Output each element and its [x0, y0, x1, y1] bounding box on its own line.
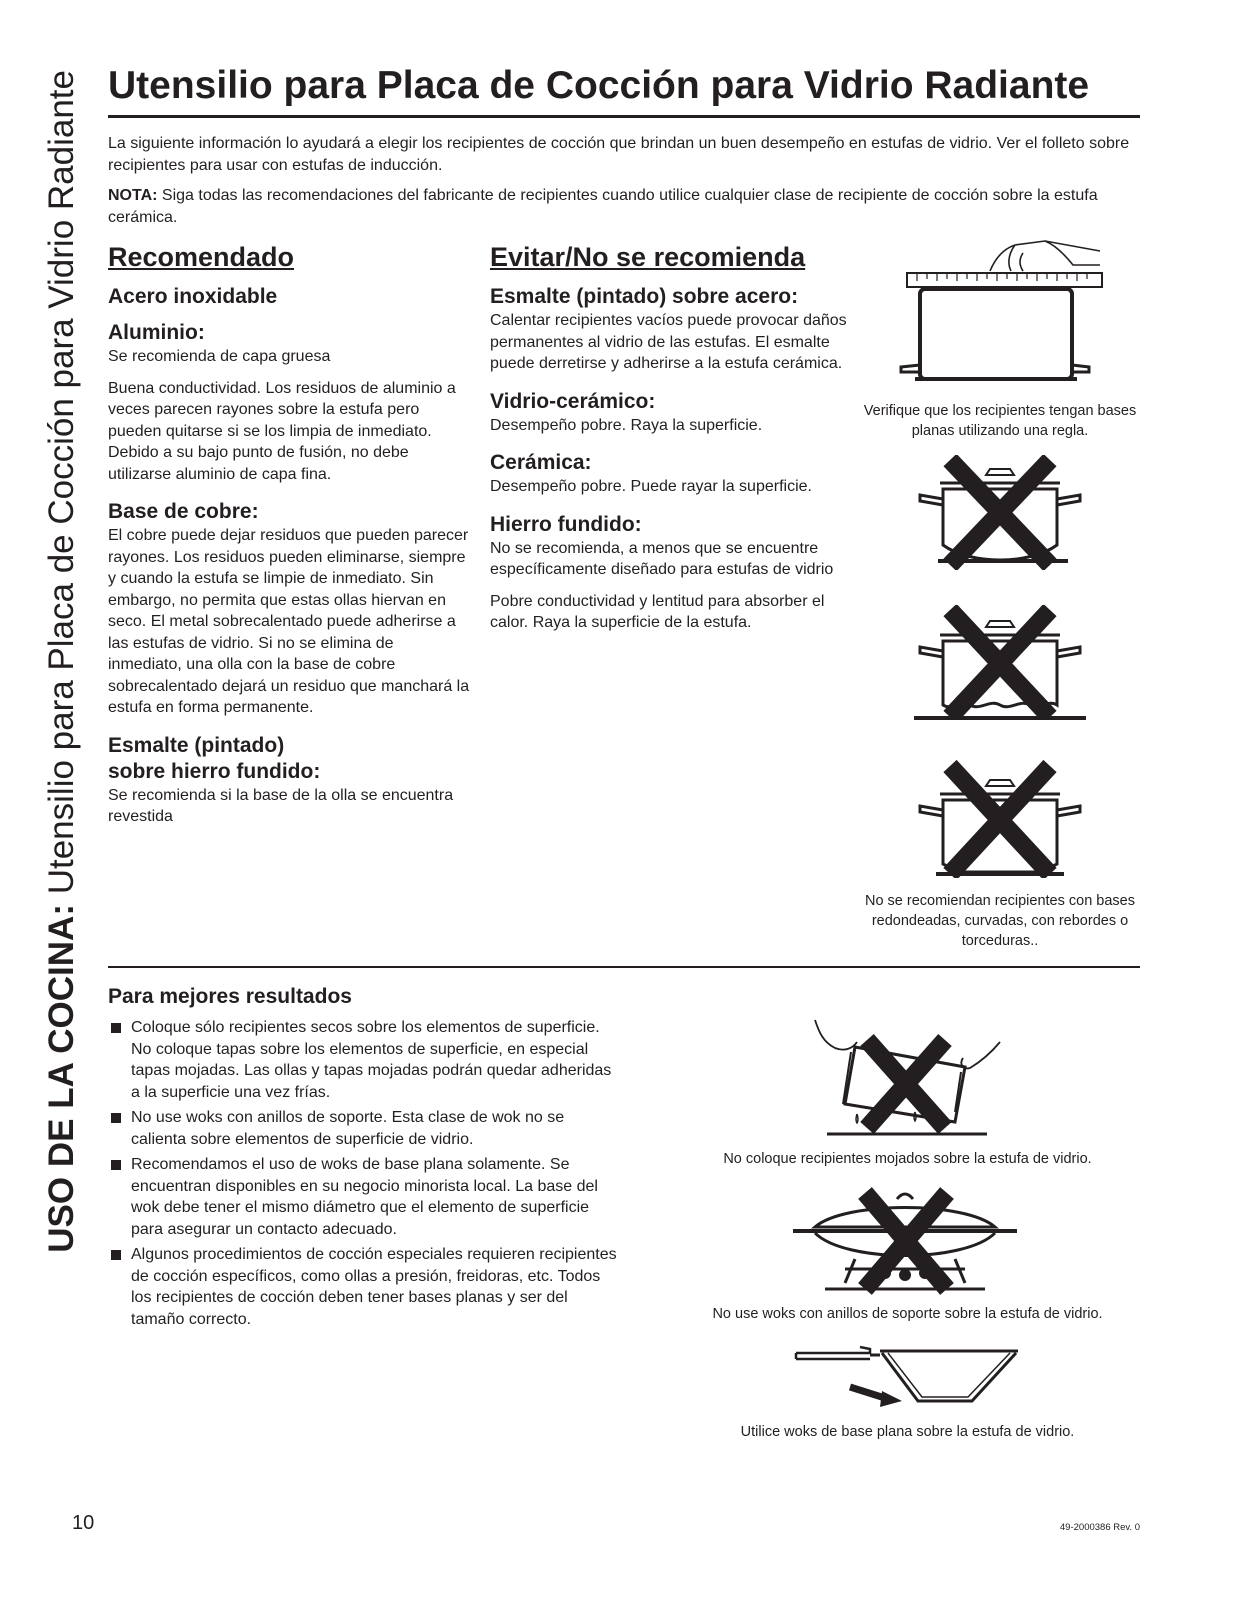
copper-text: El cobre puede dejar residuos que pueden parecer rayones. Los residuos pueden eliminarse, siempre y cuando la estufa se limpie de inmediato. Sin embargo, no permita que estas ollas hiervan en seco. El metal sobrecalentado puede adherirse a las estufas de vidrio. Si no se elimina de inmediato, una olla con la base de cobre sobrecalentado dejará un residuo que manchará la estufa en forma permanente.	[108, 527, 470, 716]
bad-pans-caption: No se recomiendan recipientes con bases redondeadas, curvadas, con rebordes o torceduras..	[864, 893, 1135, 949]
list-item-text: Algunos procedimientos de cocción especiales requieren recipientes de cocción específicos, como ollas a presión, freidoras, etc. Todos los recipientes de cocción deben tener bases planas y ser del tamaño correcto.	[131, 1246, 617, 1328]
best-results-heading: Para mejores resultados	[108, 985, 352, 1008]
list-item	[108, 1017, 618, 1103]
best-results-list	[108, 1017, 618, 1334]
side-tab-text	[42, 70, 82, 1430]
list-item	[108, 1107, 618, 1150]
enamel-iron-text: Se recomienda si la base de la olla se encuentra revestida	[108, 786, 454, 825]
side-tab-section: USO DE LA COCINA:	[42, 904, 81, 1253]
doc-code: 49-2000386 Rev. 0	[1059, 1522, 1140, 1533]
flat-wok-icon	[790, 1343, 1025, 1415]
note-label: NOTA:	[108, 187, 158, 204]
glass-ceramic-text: Desempeño pobre. Raya la superficie.	[490, 416, 763, 434]
section-divider	[108, 966, 1140, 968]
recommended-heading: Recomendado	[108, 242, 295, 272]
crossed-pan-icon-2	[910, 605, 1090, 720]
page-title: Utensilio para Placa de Cocción para Vidrio Radiante	[108, 64, 1090, 107]
page-number: 10	[72, 1512, 95, 1534]
cast-iron-text-2: Pobre conductividad y lentitud para absorber el calor. Raya la superficie de la estufa.	[490, 592, 825, 631]
aluminum-text: Buena conductividad. Los residuos de aluminio a veces parecen rayones sobre la estufa pero pueden quitarse si se los limpia de inmediato. Debido a su bajo punto de fusión, no debe utilizarse aluminio de capa fina.	[108, 379, 456, 483]
side-tab	[42, 70, 82, 1430]
cast-iron-text: No se recomienda, a menos que se encuentre específicamente diseñado para estufas de vidrio	[490, 539, 834, 578]
ceramic-text: Desempeño pobre. Puede rayar la superficie.	[490, 478, 812, 495]
wok-ring-caption: No use woks con anillos de soporte sobre la estufa de vidrio.	[712, 1306, 1103, 1322]
pan-ruler-check-icon	[895, 235, 1110, 390]
recommended-column	[108, 240, 470, 828]
flat-wok-caption: Utilice woks de base plana sobre la estufa de vidrio.	[740, 1424, 1075, 1440]
cast-iron-heading: Hierro fundido:	[490, 512, 642, 536]
aluminum-subtitle: Se recomienda de capa gruesa	[108, 348, 331, 365]
avoid-heading: Evitar/No se recomienda	[490, 242, 806, 272]
copper-heading: Base de cobre:	[108, 500, 259, 523]
wok-ring-crossed-icon	[785, 1183, 1025, 1295]
list-item	[108, 1154, 618, 1240]
stainless-heading: Acero inoxidable	[108, 285, 278, 308]
list-item-text: No use woks con anillos de soporte. Esta clase de wok no se calienta sobre elementos de superficie de vidrio.	[131, 1109, 565, 1148]
avoid-column	[490, 240, 852, 634]
intro-paragraph: La siguiente información lo ayudará a elegir los recipientes de cocción que brindan un buen desempeño en estufas de vidrio. Ver el folleto sobre recipientes para usar con estufas de inducción.	[108, 135, 1130, 174]
ceramic-heading: Cerámica:	[490, 451, 592, 474]
intro-note	[108, 185, 1143, 229]
wet-pan-caption: No coloque recipientes mojados sobre la estufa de vidrio.	[723, 1151, 1092, 1167]
note-text: Siga todas las recomendaciones del fabricante de recipientes cuando utilice cualquier clase de recipiente de cocción sobre la estufa cerámica.	[108, 187, 1098, 226]
glass-ceramic-heading: Vidrio-cerámico:	[490, 389, 656, 413]
wet-pan-crossed-icon	[805, 1012, 1010, 1140]
crossed-pan-icon-3	[910, 760, 1090, 878]
crossed-pan-icon-1	[910, 455, 1090, 570]
enamel-iron-heading-line1: Esmalte (pintado)	[108, 733, 285, 757]
aluminum-heading: Aluminio:	[108, 321, 205, 344]
enamel-steel-heading: Esmalte (pintado) sobre acero:	[490, 285, 799, 308]
list-item-text: Recomendamos el uso de woks de base plana solamente. Se encuentran disponibles en su negocio minorista local. La base del wok debe tener el mismo diámetro que el elemento de superficie para asegurar un contacto adecuado.	[131, 1156, 598, 1238]
side-tab-topic: Utensilio para Placa de Cocción para Vidrio Radiante	[42, 70, 81, 905]
ruler-caption: Verifique que los recipientes tengan bases planas utilizando una regla.	[863, 403, 1137, 439]
list-item	[108, 1244, 618, 1330]
enamel-steel-text: Calentar recipientes vacíos puede provocar daños permanentes al vidrio de las estufas. El esmalte puede derretirse y adherirse a la estufa cerámica.	[490, 312, 847, 372]
title-divider	[108, 115, 1140, 118]
enamel-iron-heading-line2: sobre hierro fundido:	[108, 759, 321, 783]
list-item-text: Coloque sólo recipientes secos sobre los elementos de superficie. No coloque tapas sobre los elementos de superficie, en especial tapas mojadas. Las ollas y tapas mojadas podrán quedar adheridas a la superficie una vez frías.	[131, 1019, 612, 1101]
